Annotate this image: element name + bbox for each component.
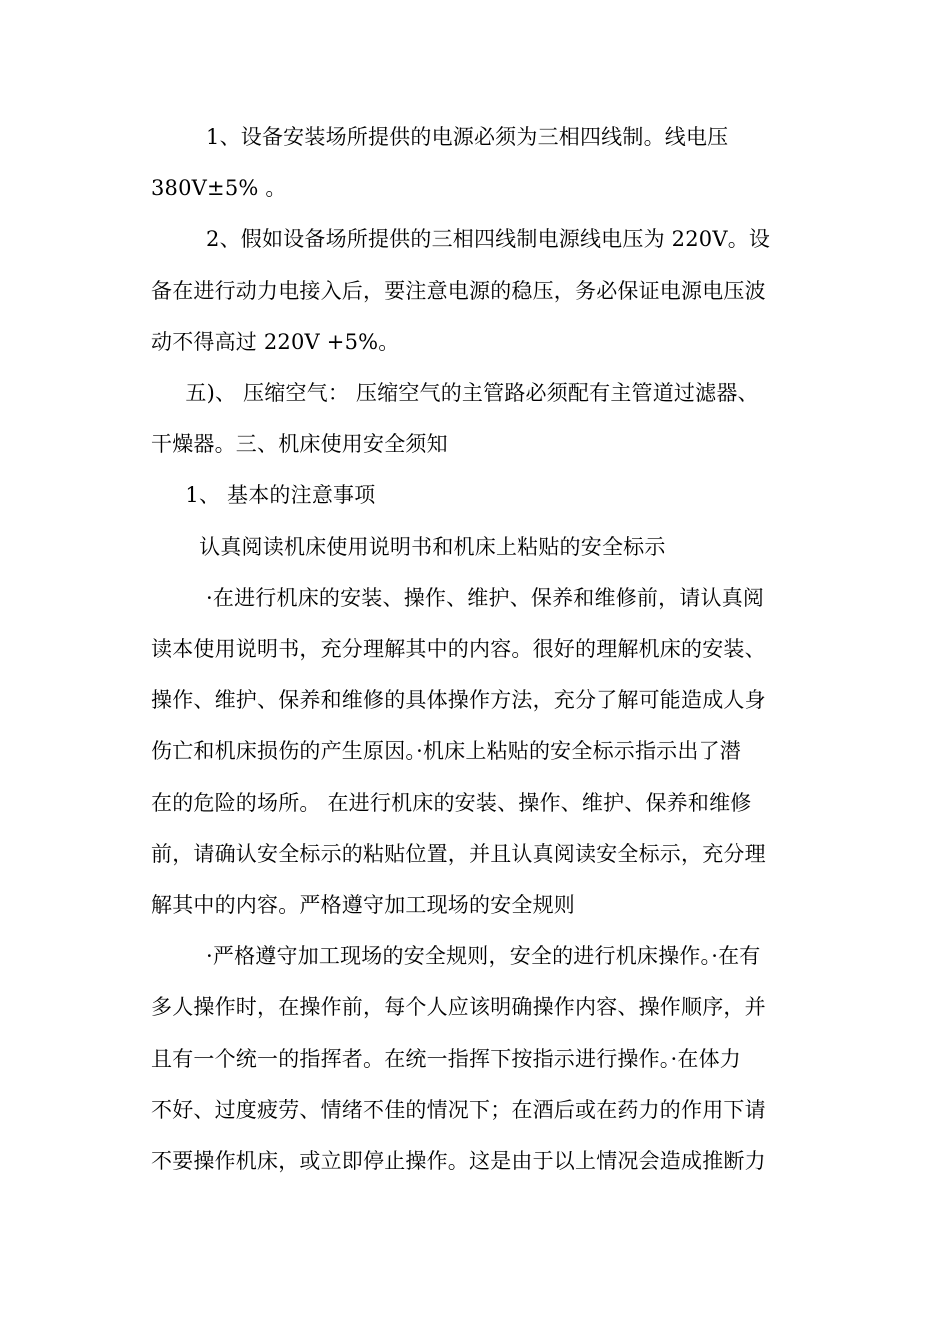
text-line: 2、假如设备场所提供的三相四线制电源线电压为 220V。设 bbox=[151, 227, 771, 252]
text-line: 380V±5% 。 bbox=[151, 176, 287, 201]
text-line: ·在进行机床的安装、操作、维护、保养和维修前，请认真阅 bbox=[151, 585, 765, 610]
text-line: 解其中的内容。严格遵守加工现场的安全规则 bbox=[151, 893, 575, 918]
text-line: 1、设备安装场所提供的电源必须为三相四线制。线电压 bbox=[151, 125, 729, 149]
text-line: 动不得高过 220V +5%。 bbox=[151, 329, 400, 354]
text-line: 干燥器。三、机床使用安全须知 bbox=[151, 432, 448, 457]
text-line: 1、 基本的注意事项 bbox=[151, 483, 376, 508]
text-line: 认真阅读机床使用说明书和机床上粘贴的安全标示 bbox=[151, 534, 666, 559]
text-line: 不好、过度疲劳、情绪不佳的情况下；在酒后或在药力的作用下请 bbox=[151, 1097, 766, 1122]
text-line: ·严格遵守加工现场的安全规则，安全的进行机床操作。·在有 bbox=[151, 944, 761, 969]
document-body bbox=[151, 112, 811, 1187]
text-line: 前，请确认安全标示的粘贴位置，并且认真阅读安全标示，充分理 bbox=[151, 841, 766, 866]
text-line: 操作、维护、保养和维修的具体操作方法，充分了解可能造成人身 bbox=[151, 688, 766, 713]
text-line: 读本使用说明书，充分理解其中的内容。很好的理解机床的安装、 bbox=[151, 637, 766, 662]
text-line: 不要操作机床，或立即停止操作。这是由于以上情况会造成推断力 bbox=[151, 1149, 766, 1174]
text-line: 且有一个统一的指挥者。在统一指挥下按指示进行操作。·在体力 bbox=[151, 1046, 741, 1071]
text-line: 伤亡和机床损伤的产生原因。·机床上粘贴的安全标示指示出了潜 bbox=[151, 739, 741, 764]
text-line: 备在进行动力电接入后，要注意电源的稳压，务必保证电源电压波 bbox=[151, 278, 766, 303]
text-line: 五)、 压缩空气： 压缩空气的主管路必须配有主管道过滤器、 bbox=[151, 381, 759, 406]
text-line: 在的危险的场所。 在进行机床的安装、操作、维护、保养和维修 bbox=[151, 790, 752, 815]
text-line: 多人操作时，在操作前，每个人应该明确操作内容、操作顺序，并 bbox=[151, 995, 766, 1020]
